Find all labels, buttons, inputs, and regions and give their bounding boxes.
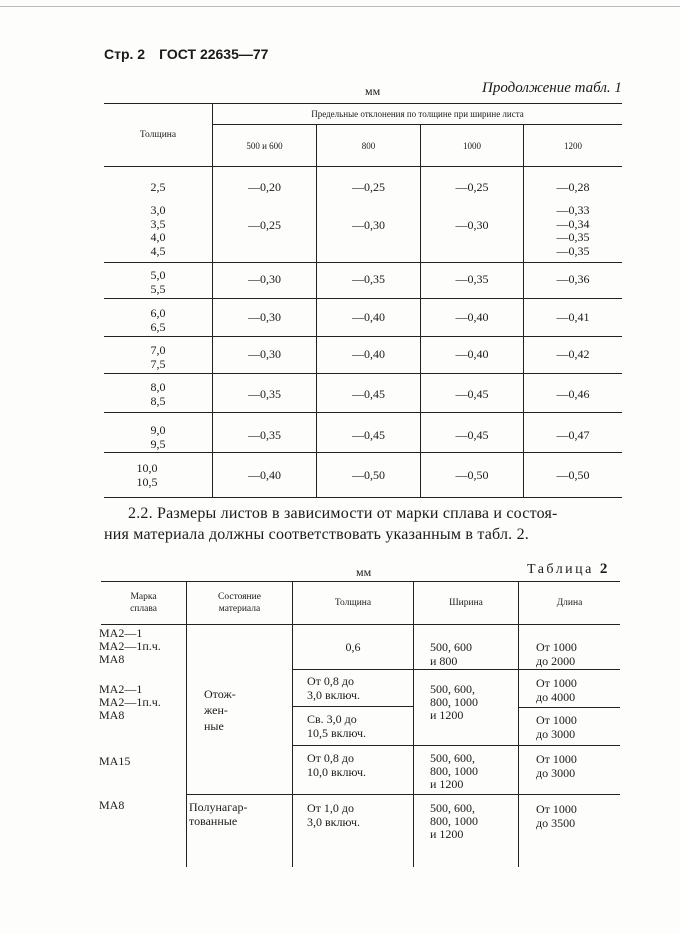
table2-grade-group-1: МА2—1 МА2—1п.ч. МА8: [99, 626, 161, 666]
table1-width-800: 800: [361, 140, 376, 151]
table2-header-thickness: Толщина: [334, 598, 372, 608]
table1-unit: мм: [365, 84, 381, 98]
table1-row-rule: [104, 298, 622, 299]
table1-cell: —0,35: [455, 272, 489, 286]
page-header: [104, 46, 268, 62]
table2-thickness-cell: От 0,8 до 3,0 включ.: [307, 674, 361, 702]
table1-cell: —0,40: [455, 347, 489, 361]
table2-state-annealed: Отож- жен- ные: [204, 687, 236, 733]
paragraph-line-1: 2.2. Размеры листов в зависимости от марки сплава и состоя-: [128, 505, 558, 522]
table1-cell: —0,40: [352, 310, 385, 324]
table1-cell: —0,45: [352, 387, 385, 401]
table2-row-rule: [292, 669, 620, 670]
table2-length-cell: От 1000 до 4000: [536, 676, 577, 704]
table2-grade-group-4: МА8: [99, 798, 125, 812]
table2-length-cell: От 1000 до 3000: [536, 752, 577, 780]
table1-cell: —0,46: [556, 387, 590, 401]
table1-row-thickness: 3,0 3,5 4,0 4,5: [150, 203, 166, 258]
table1-row-rule: [104, 262, 622, 263]
table2-length-cell: От 1000 до 2000: [536, 640, 577, 668]
table1-cell: —0,41: [556, 310, 590, 324]
table1-header-rule: [104, 166, 622, 167]
table2-row-rule: [292, 745, 620, 746]
table2-length-cell: От 1000 до 3000: [536, 713, 577, 741]
table2-grade-group-2: МА2—1 МА2—1п.ч. МА8: [99, 682, 161, 722]
table1-cell: —0,40: [248, 468, 281, 482]
table1-cell: —0,47: [556, 428, 590, 442]
table1-col-thickness: Толщина: [139, 129, 177, 140]
standard-number: ГОСТ 22635—77: [159, 46, 269, 62]
table1-row-thickness: 9,0 9,5: [150, 423, 166, 451]
table1-cell: —0,35: [248, 428, 281, 442]
table1-cell: —0,45: [352, 428, 385, 442]
table2-width-cell: 500, 600 и 800: [430, 640, 472, 668]
table2-header-grade: Марка сплава: [130, 592, 157, 614]
table2-thickness-cell: Св. 3,0 до 10,5 включ.: [307, 712, 367, 740]
table2-thickness-cell: От 1,0 до 3,0 включ.: [307, 801, 361, 829]
table1-row-rule: [104, 336, 622, 337]
table1-cell: —0,30: [248, 272, 281, 286]
table1-cell: —0,25: [352, 180, 385, 194]
page-number: Стр. 2: [104, 46, 146, 62]
table1-cell: —0,20: [248, 180, 281, 194]
table1-cell: —0,35: [248, 387, 281, 401]
table1-cell: —0,30: [248, 310, 281, 324]
table1-cell: —0,25: [455, 180, 489, 194]
table1-cell: —0,42: [556, 347, 590, 361]
table1-width-500-600: 500 и 600: [246, 140, 283, 151]
table1-cell: —0,40: [455, 310, 489, 324]
table2-width-cell: 500, 600, 800, 1000 и 1200: [430, 751, 478, 791]
table1-row-thickness: 10,0 10,5: [136, 461, 158, 489]
table1-cell: —0,33 —0,34 —0,35 —0,35: [556, 203, 590, 258]
table1-cell: —0,30: [248, 347, 281, 361]
table2-width-cell: 500, 600, 800, 1000 и 1200: [430, 801, 478, 841]
table1-group-header: Предельные отклонения по толщине при ширине листа: [311, 109, 524, 119]
table1-row-rule: [104, 373, 622, 374]
table2-header-state: Состояние материала: [218, 592, 261, 614]
table2-header-width: Ширина: [449, 598, 483, 608]
table2-thickness-cell: 0,6: [345, 640, 361, 654]
table1-row-rule: [104, 452, 622, 453]
table1-width-1200: 1200: [564, 140, 582, 151]
table1-cell: —0,25: [248, 218, 281, 232]
table2-caption: Таблица 2: [527, 561, 608, 577]
table1-row-thickness: 8,0 8,5: [150, 380, 166, 408]
table1-cell: —0,30: [352, 218, 385, 232]
table2-row-rule: [292, 706, 413, 707]
table1-row-thickness: 2,5: [150, 180, 166, 194]
table1-cell: —0,45: [455, 428, 489, 442]
scan-top-edge: [0, 6, 680, 7]
table2-row-rule: [518, 707, 620, 708]
table2-header-rule: [101, 624, 620, 625]
table1-cell: —0,50: [455, 468, 489, 482]
table1-cell: —0,28: [556, 180, 590, 194]
table1-row-thickness: 5,0 5,5: [150, 268, 166, 296]
table2-width-cell: 500, 600, 800, 1000 и 1200: [430, 682, 478, 722]
table1-cell: —0,50: [352, 468, 385, 482]
table2-row-rule: [186, 794, 620, 795]
table2-state-semi: Полунагар- тованные: [189, 800, 248, 828]
table2-header-length: Длина: [556, 598, 583, 608]
table2-length-cell: От 1000 до 3500: [536, 802, 577, 830]
table2-thickness-cell: От 0,8 до 10,0 включ.: [307, 751, 367, 779]
table1-width-1000: 1000: [463, 140, 481, 151]
table1-cell: —0,50: [556, 468, 590, 482]
table1-row-thickness: 7,0 7,5: [150, 343, 166, 371]
table1-bottom-rule: [104, 497, 622, 498]
table2-unit: мм: [356, 565, 372, 579]
table2-grade-group-3: МА15: [99, 754, 131, 768]
table1-cell: —0,40: [352, 347, 385, 361]
table1-cell: —0,30: [455, 218, 489, 232]
table1-cell: —0,35: [352, 272, 385, 286]
table1-row-thickness: 6,0 6,5: [150, 306, 166, 334]
table1-row-rule: [104, 412, 622, 413]
table1-cell: —0,36: [556, 272, 590, 286]
table1-cell: —0,45: [455, 387, 489, 401]
paragraph-line-2: ния материала должны соответствовать указанным в табл. 2.: [104, 526, 529, 543]
table1-caption: Продолжение табл. 1: [482, 80, 622, 96]
